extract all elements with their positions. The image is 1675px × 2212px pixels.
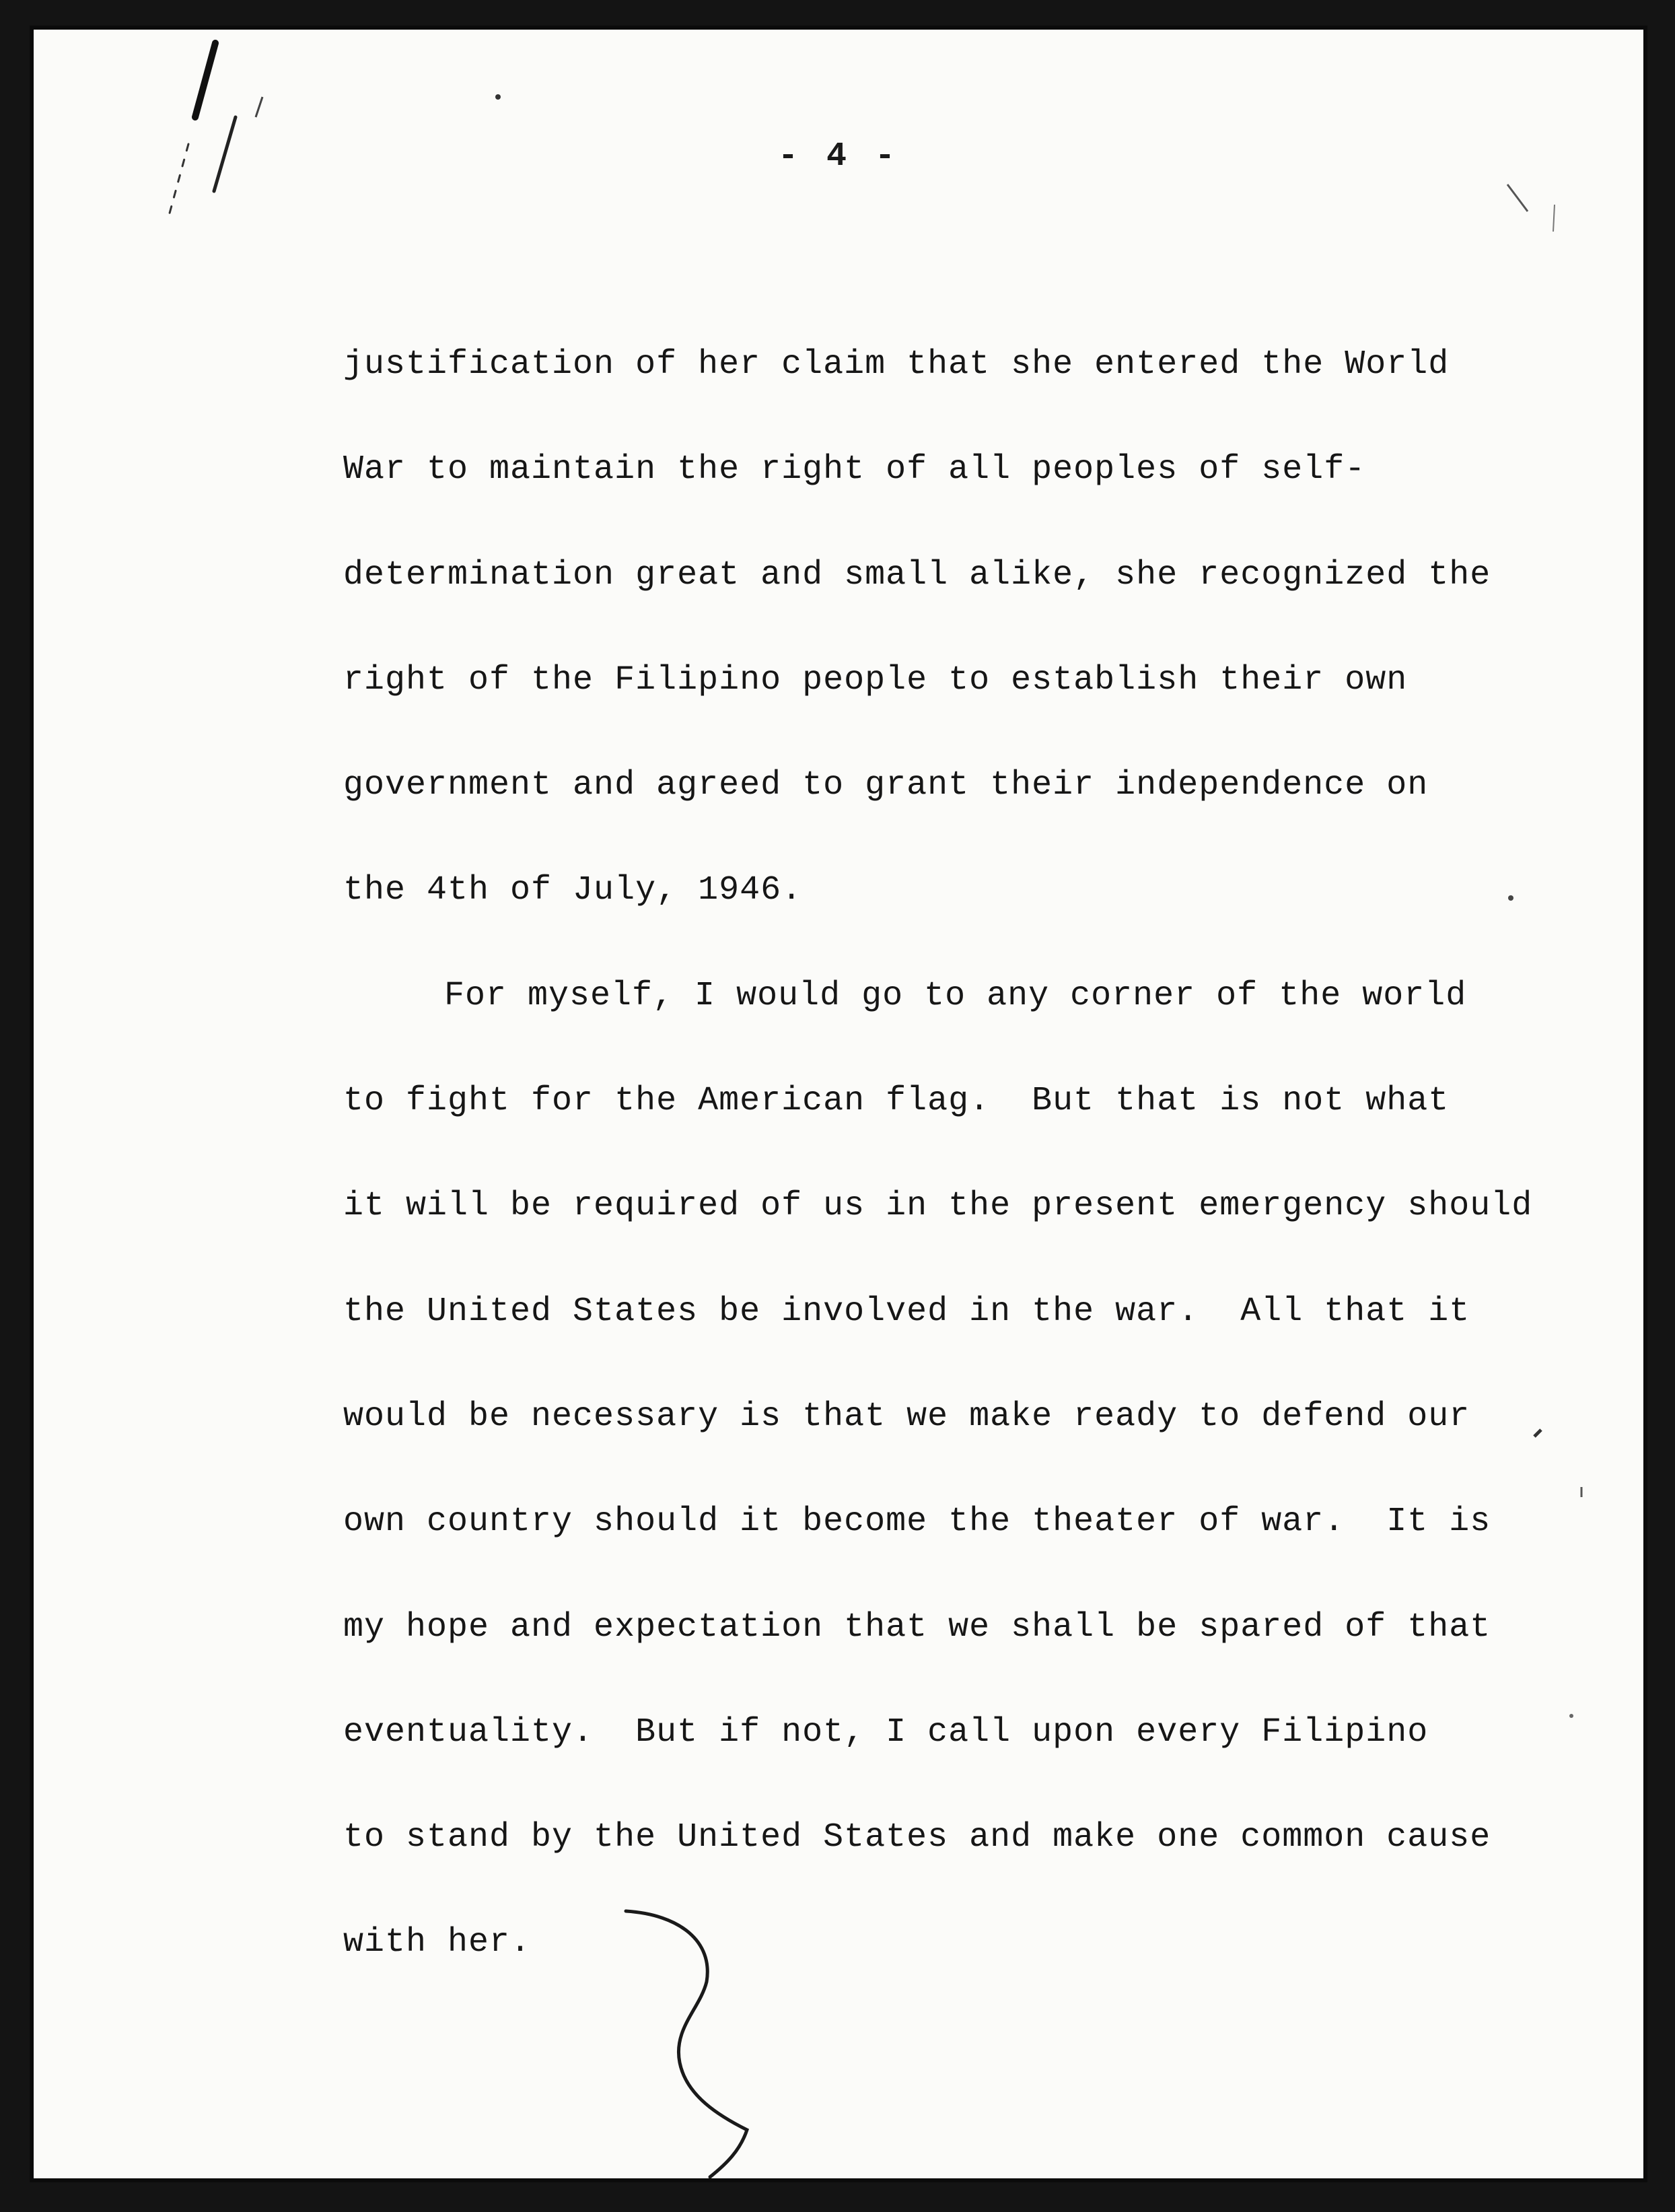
body-text [343, 312, 1568, 1996]
text-line: the United States be involved in the war. All that it [343, 1292, 1470, 1331]
scan-speck [495, 94, 501, 100]
text-line: For myself, I would go to any corner of the world [444, 976, 1467, 1015]
text-line: War to maintain the right of all peoples of self- [343, 450, 1366, 489]
text-line: it will be required of us in the present emergency should [343, 1187, 1533, 1226]
scan-streak [256, 97, 262, 117]
text-line: justification of her claim that she entered the World [343, 345, 1450, 384]
text-line: eventuality. But if not, I call upon every Filipino [343, 1713, 1429, 1752]
text-line: government and agreed to grant their independence on [343, 766, 1429, 805]
scan-speck [1569, 1714, 1573, 1718]
text-line: with her. [343, 1923, 532, 1962]
text-line: determination great and small alike, she recognized the [343, 555, 1491, 594]
scan-streak [1553, 205, 1555, 232]
page-number: - 4 - [777, 137, 900, 176]
document-sheet [30, 26, 1647, 2182]
text-line: the 4th of July, 1946. [343, 871, 803, 910]
text-line: to fight for the American flag. But that is not what [343, 1082, 1450, 1121]
text-line: right of the Filipino people to establish their own [343, 660, 1408, 699]
scan-streak [195, 43, 215, 117]
text-line: own country should it become the theater of war. It is [343, 1502, 1491, 1542]
scan-streak [1507, 184, 1528, 211]
text-line: my hope and expectation that we shall be spared of that [343, 1608, 1491, 1647]
text-line: to stand by the United States and make one common cause [343, 1818, 1491, 1857]
text-line: would be necessary is that we make ready to defend our [343, 1397, 1470, 1436]
